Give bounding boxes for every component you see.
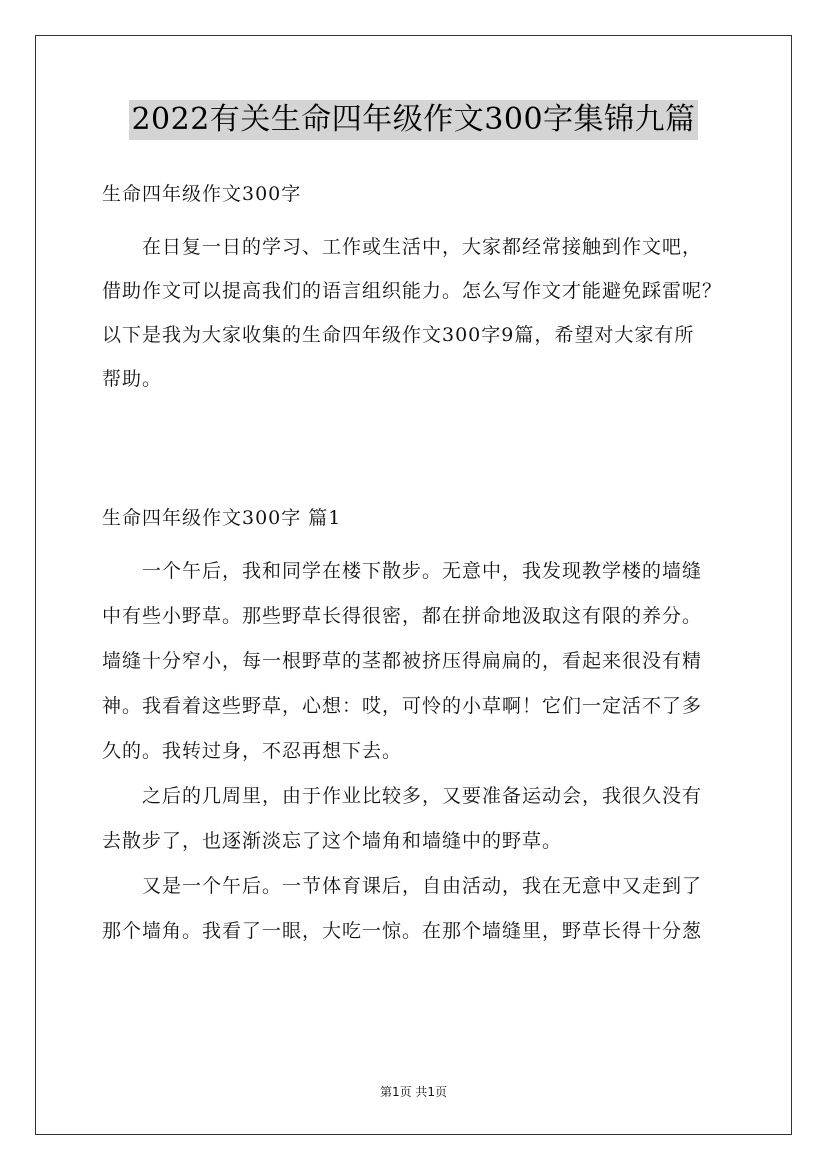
section1-heading: 生命四年级作文300字 篇1 xyxy=(102,507,342,529)
page-number: 第1页 共1页 xyxy=(379,1085,448,1099)
paragraph-line: 久的。我转过身，不忍再想下去。 xyxy=(102,740,403,762)
paragraph-line: 以下是我为大家收集的生命四年级作文300字9篇，希望对大家有所 xyxy=(102,324,695,346)
paragraph-line: 中有些小野草。那些野草长得很密，都在拼命地汲取这有限的养分。 xyxy=(102,605,703,627)
paragraph-line: 又是一个午后。一节体育课后，自由活动，我在无意中又走到了 xyxy=(142,875,703,897)
paragraph-line: 那个墙角。我看了一眼，大吃一惊。在那个墙缝里，野草长得十分葱 xyxy=(102,920,703,942)
paragraph-line: 帮助。 xyxy=(102,368,163,390)
intro-heading: 生命四年级作文300字 xyxy=(102,183,302,205)
paragraph-line: 神。我看着这些野草，心想：哎，可怜的小草啊！它们一定活不了多 xyxy=(102,695,703,717)
paragraph-line: 一个午后，我和同学在楼下散步。无意中，我发现教学楼的墙缝 xyxy=(142,560,703,582)
section1-body xyxy=(102,549,727,954)
document-title: 2022有关生命四年级作文300字集锦九篇 xyxy=(129,100,697,140)
section1-heading-block xyxy=(102,496,727,541)
intro-heading-block xyxy=(102,172,727,217)
paragraph-line: 墙缝十分窄小，每一根野草的茎都被挤压得扁扁的，看起来很没有精 xyxy=(102,650,703,672)
title-container xyxy=(0,100,827,140)
paragraph-line: 在日复一日的学习、工作或生活中，大家都经常接触到作文吧， xyxy=(142,236,703,258)
paragraph-line: 借助作文可以提高我们的语言组织能力。怎么写作文才能避免踩雷呢？ xyxy=(102,280,723,302)
intro-paragraph xyxy=(102,225,727,401)
paragraph-line: 之后的几周里，由于作业比较多，又要准备运动会，我很久没有 xyxy=(142,785,703,807)
paragraph-line: 去散步了，也逐渐淡忘了这个墙角和墙缝中的野草。 xyxy=(102,830,563,852)
page-footer xyxy=(0,1083,827,1100)
